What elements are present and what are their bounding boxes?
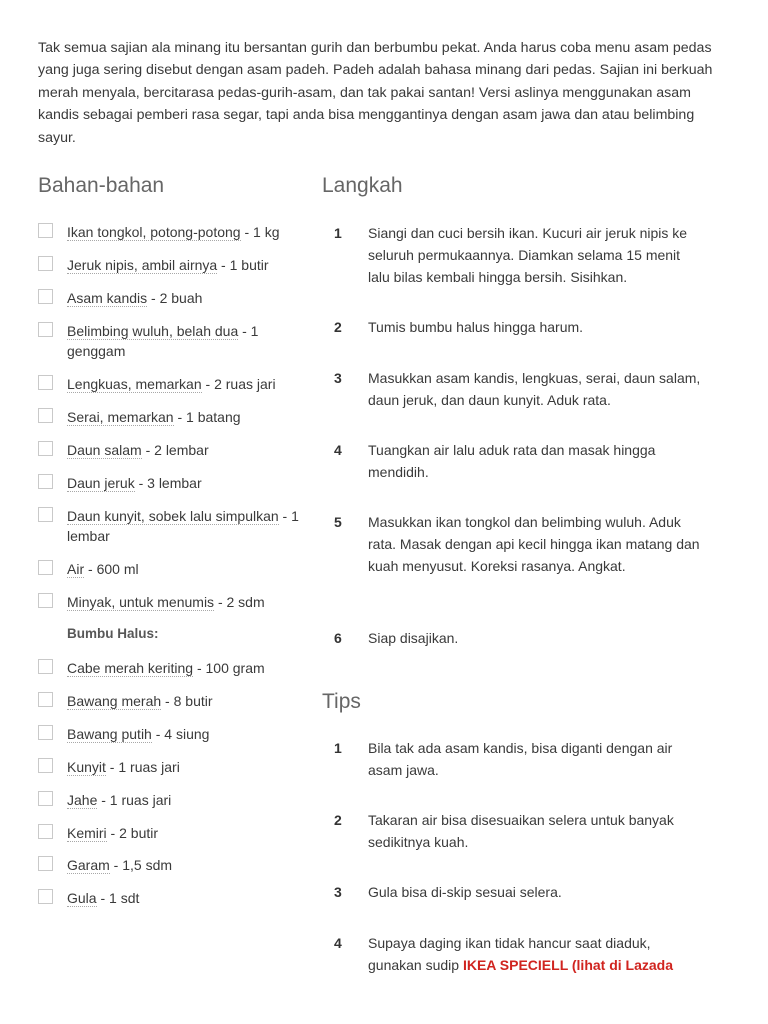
ingredient-qty: - 1 butir (217, 257, 269, 273)
ingredient-name[interactable]: Gula (67, 890, 97, 906)
ingredient-checkbox[interactable] (38, 692, 53, 707)
tip-number: 3 (334, 884, 342, 900)
step-text: Tumis bumbu halus hingga harum. (368, 319, 584, 335)
ingredient-checkbox[interactable] (38, 593, 53, 608)
ingredient-checkbox[interactable] (38, 289, 53, 304)
step-number: 6 (334, 630, 342, 646)
ingredient-name[interactable]: Garam (67, 857, 110, 873)
tip-text: Takaran air bisa disesuaikan selera untuk banyak sedikitnya kuah. (368, 812, 674, 850)
ingredient-qty: - 600 ml (84, 561, 139, 577)
ingredient-checkbox[interactable] (38, 474, 53, 489)
ingredient-qty: - 3 lembar (134, 475, 202, 491)
step-number: 5 (334, 514, 342, 530)
ingredient-checkbox[interactable] (38, 408, 53, 423)
steps-heading: Langkah (322, 174, 403, 197)
ingredient-checkbox[interactable] (38, 322, 53, 337)
tip-text: Supaya daging ikan tidak hancur saat diaduk, gunakan sudip (368, 935, 651, 973)
ingredient-checkbox[interactable] (38, 824, 53, 839)
ingredient-checkbox[interactable] (38, 659, 53, 674)
ingredient-name[interactable]: Kunyit (67, 759, 106, 775)
ingredient-qty: - 2 ruas jari (201, 376, 276, 392)
step-text: Masukkan ikan tongkol dan belimbing wuluh. Aduk rata. Masak dengan api kecil hingga ikan matang dan kuah menyusut. Koreksi rasanya. Angkat. (368, 514, 700, 574)
bumbu-halus-heading: Bumbu Halus: (67, 626, 159, 641)
tip-number: 2 (334, 812, 342, 828)
step-number: 4 (334, 442, 342, 458)
tip-number: 4 (334, 935, 342, 951)
ingredient-qty: - 2 sdm (214, 594, 265, 610)
step-number: 1 (334, 225, 342, 241)
ingredient-qty: - 4 siung (151, 726, 210, 742)
step-number: 3 (334, 370, 342, 386)
ingredient-qty: - 2 buah (147, 290, 203, 306)
ingredient-qty: - 2 butir (106, 825, 159, 841)
ingredient-name[interactable]: Ikan tongkol, potong-potong (67, 224, 241, 240)
ikea-speciell-link[interactable]: IKEA SPECIELL (lihat di Lazada (462, 957, 674, 973)
ingredient-name[interactable]: Lengkuas, memarkan (67, 376, 202, 392)
step-text: Tuangkan air lalu aduk rata dan masak hingga mendidih. (368, 442, 656, 480)
tip-text: Gula bisa di-skip sesuai selera. (368, 884, 562, 900)
ingredient-qty: - 1,5 sdm (109, 857, 173, 873)
ingredient-name[interactable]: Serai, memarkan (67, 409, 174, 425)
ingredient-qty: - 1 batang (173, 409, 241, 425)
step-text: Siangi dan cuci bersih ikan. Kucuri air jeruk nipis ke seluruh permukaannya. Diamkan selama 15 menit lalu bilas kembali hingga bersih. Sisihkan. (368, 225, 688, 285)
intro-paragraph: Tak semua sajian ala minang itu bersantan gurih dan berbumbu pekat. Anda harus coba menu asam pedas yang juga sering disebut dengan asam padeh. Padeh adalah bahasa minang dari pedas. Sajian ini berkuah merah menyala, bercitarasa pedas-gurih-asam, dan tak pakai santan! Versi aslinya menggunakan asam kandis sebagai pemberi rasa segar, tapi anda bisa menggantinya dengan asam jawa dan atau belimbing sayur. (38, 40, 713, 146)
ingredient-name[interactable]: Minyak, untuk menumis (67, 594, 215, 610)
ingredient-name[interactable]: Daun kunyit, sobek lalu simpulkan (67, 508, 279, 524)
ingredient-qty: - 1 lembar (67, 508, 299, 544)
ingredient-name[interactable]: Daun salam (67, 442, 142, 458)
ingredient-qty: - 2 lembar (141, 442, 209, 458)
tips-heading: Tips (322, 690, 361, 713)
ingredient-name[interactable]: Jeruk nipis, ambil airnya (67, 257, 218, 273)
ingredient-checkbox[interactable] (38, 758, 53, 773)
ingredient-name[interactable]: Air (67, 561, 85, 577)
ingredient-checkbox[interactable] (38, 725, 53, 740)
tip-number: 1 (334, 740, 342, 756)
ingredient-name[interactable]: Bawang merah (67, 693, 162, 709)
ingredient-name[interactable]: Daun jeruk (67, 475, 135, 491)
ingredient-name[interactable]: Jahe (67, 792, 98, 808)
ingredient-qty: - 1 ruas jari (97, 792, 172, 808)
ingredient-checkbox[interactable] (38, 856, 53, 871)
ingredient-name[interactable]: Asam kandis (67, 290, 148, 306)
step-text: Masukkan asam kandis, lengkuas, serai, daun salam, daun jeruk, dan daun kunyit. Aduk rata. (368, 370, 701, 408)
ingredient-name[interactable]: Bawang putih (67, 726, 152, 742)
step-text: Siap disajikan. (368, 630, 459, 646)
ingredient-checkbox[interactable] (38, 375, 53, 390)
ingredient-checkbox[interactable] (38, 791, 53, 806)
ingredient-name[interactable]: Belimbing wuluh, belah dua (67, 323, 239, 339)
ingredient-qty: - 1 kg (240, 224, 280, 240)
ingredient-checkbox[interactable] (38, 223, 53, 238)
ingredient-checkbox[interactable] (38, 256, 53, 271)
ingredient-qty: - 8 butir (161, 693, 213, 709)
ingredient-name[interactable]: Cabe merah keriting (67, 660, 194, 676)
ingredient-checkbox[interactable] (38, 507, 53, 522)
ingredient-name[interactable]: Kemiri (67, 825, 107, 841)
ingredient-qty: - 1 sdt (96, 890, 140, 906)
ingredient-checkbox[interactable] (38, 560, 53, 575)
ingredient-qty: - 1 genggam (67, 323, 259, 359)
tip-text: Bila tak ada asam kandis, bisa diganti dengan air asam jawa. (368, 740, 673, 778)
ingredient-qty: - 1 ruas jari (105, 759, 180, 775)
ingredient-checkbox[interactable] (38, 889, 53, 904)
ingredient-qty: - 100 gram (193, 660, 265, 676)
ingredients-heading: Bahan-bahan (38, 174, 165, 197)
step-number: 2 (334, 319, 342, 335)
ingredient-checkbox[interactable] (38, 441, 53, 456)
